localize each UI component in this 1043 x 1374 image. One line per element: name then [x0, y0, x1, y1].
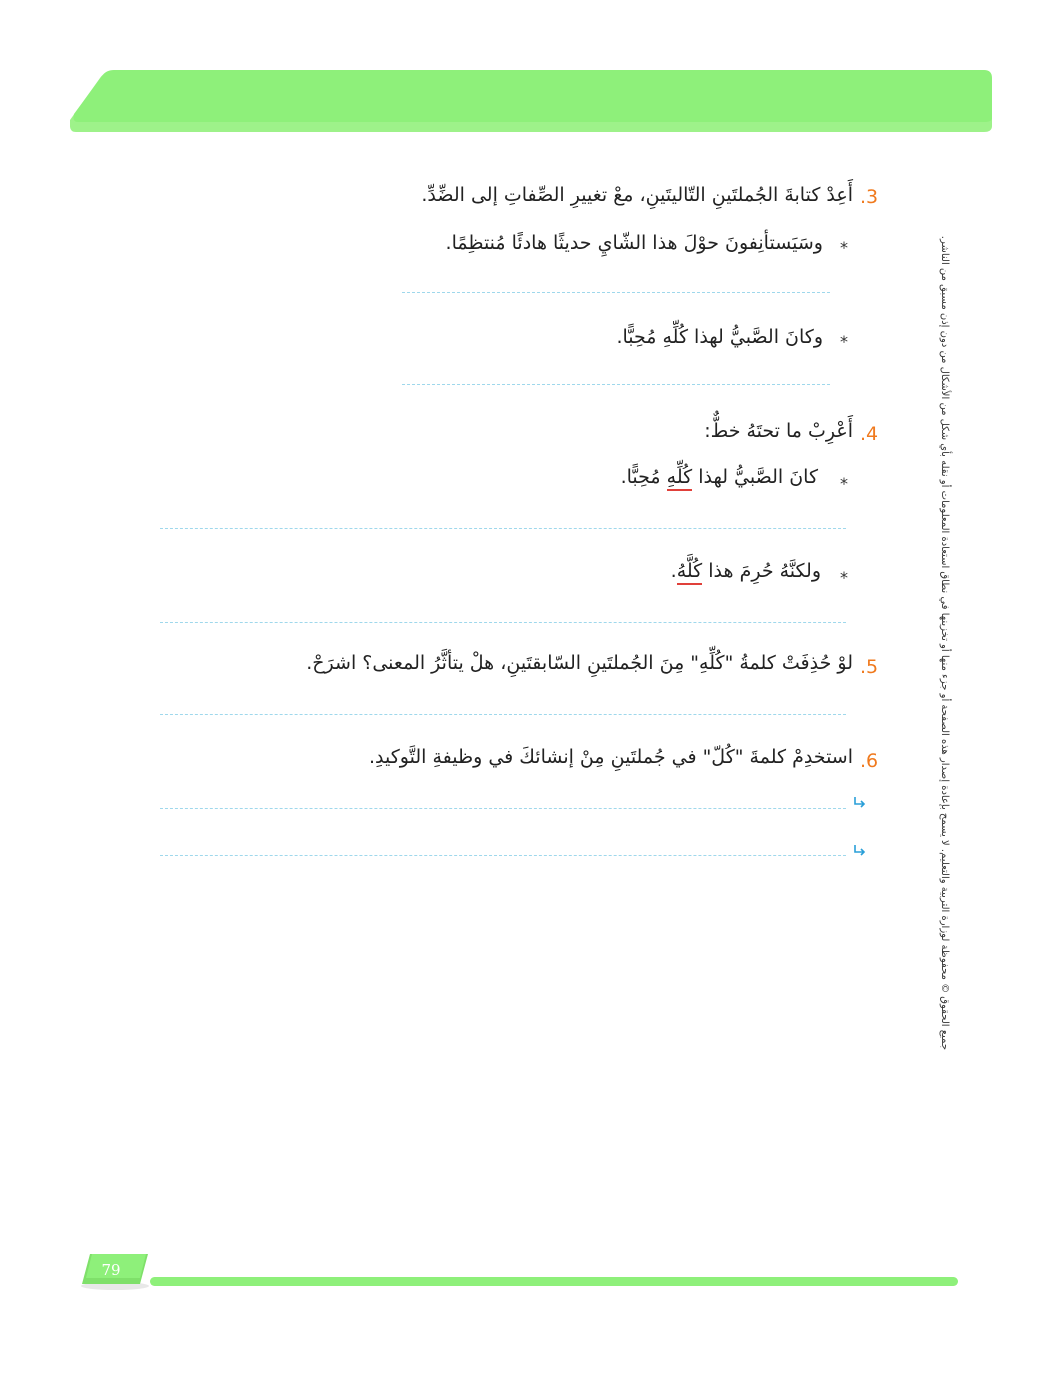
item-text: . — [670, 560, 677, 582]
question-5-prompt: لوْ حُذِفَتْ كلمةُ "كُلِّهِ" مِنَ الجُملتَينِ السّابقتَينِ، هلْ يتأثَّرُ المعنى؟ اشرَحْ. — [306, 652, 853, 674]
answer-line[interactable] — [160, 855, 846, 856]
item-text: ولكنَّهُ حُرِمَ هذا — [702, 560, 821, 582]
page-number: 79 — [101, 1261, 121, 1279]
question-4-item-2 — [671, 560, 821, 582]
bullet-star: * — [840, 238, 848, 257]
bullet-star: * — [840, 474, 848, 493]
underlined-word: كُلِّهِ — [667, 466, 693, 491]
return-arrow-icon — [852, 842, 868, 858]
answer-line[interactable] — [402, 384, 830, 385]
question-4-item-1 — [621, 466, 818, 488]
answer-line[interactable] — [160, 622, 846, 623]
question-3-item-1: وسَيَستأنِفونَ حوْلَ هذا الشّايِ حديثًا هادئًا مُنتظِمًا. — [445, 232, 823, 254]
answer-line[interactable] — [160, 808, 846, 809]
underlined-word: كُلَّهُ — [677, 560, 703, 585]
item-text: كانَ الصَّبيُّ لهذا — [692, 466, 818, 488]
question-4-prompt: أَعْرِبْ ما تحتَهُ خطٌّ: — [704, 420, 853, 442]
copyright-note: جميع الحقوق © محفوظة لوزارة التربية والتعليم. لا يسمح بإعادة إصدار هذه الصفحة أو جزء منها أو تخزينها في نطاق استعادة المعلومات أو نقله بأي شكل من الأشكال من دون إذن مسبق من الناشر. — [939, 235, 950, 1050]
question-6-prompt: استخدِمْ كلمةَ "كُلّ" في جُملتَينِ مِنْ إنشائكَ في وظيفةِ التَّوكيدِ. — [369, 746, 853, 768]
question-3-number: .3 — [860, 186, 879, 208]
return-arrow-icon — [852, 794, 868, 810]
bullet-star: * — [840, 332, 848, 351]
question-5-number: .5 — [860, 656, 879, 678]
answer-line[interactable] — [160, 714, 846, 715]
answer-line[interactable] — [160, 528, 846, 529]
question-4-number: .4 — [860, 423, 879, 445]
header-banner — [70, 70, 994, 132]
question-3-prompt: أَعِدْ كتابةَ الجُملتَينِ التّاليتَينِ، معْ تغييرِ الصِّفاتِ إلى الضِّدِّ. — [421, 184, 853, 206]
question-6-number: .6 — [860, 750, 879, 772]
footer-bar — [150, 1277, 958, 1286]
question-3-item-2: وكانَ الصَّبيُّ لهذا كُلِّهِ مُحِبًّا. — [616, 326, 823, 348]
item-text: مُحِبًّا. — [620, 466, 667, 488]
bullet-star: * — [840, 568, 848, 587]
answer-line[interactable] — [402, 292, 830, 293]
